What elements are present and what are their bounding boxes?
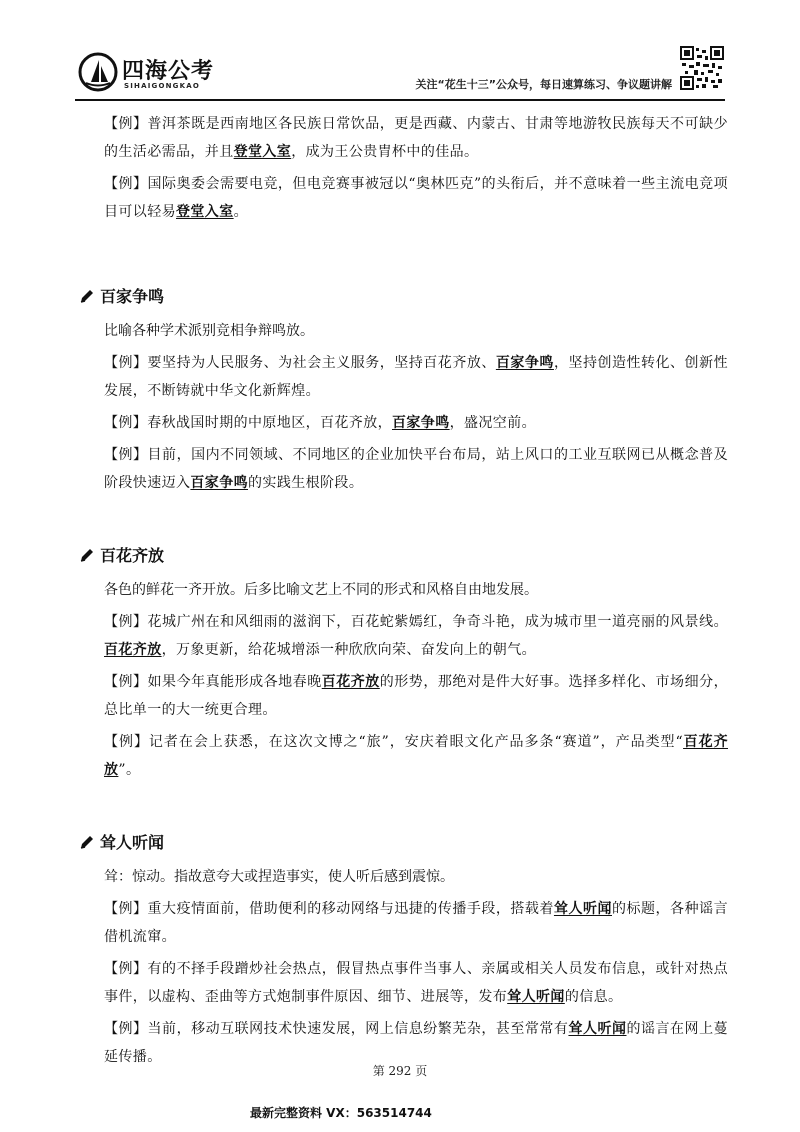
example: 【例】花城广州在和风细雨的滋润下，百花蛇紫嫣红，争奇斗艳，成为城市里一道亮丽的风景线。百花齐放，万象更新，给花城增添一种欣欣向荣、奋发向上的朝气。 [104, 614, 728, 658]
example: 【例】当前，移动互联网技术快速发展，网上信息纷繁芜杂，甚至常常有耸人听闻的谣言在网上蔓延传播。 [104, 1021, 728, 1065]
qr-code-icon [680, 46, 724, 90]
pencil-icon [78, 546, 96, 564]
definition: 比喻各种学术派别竞相争辩鸣放。 [104, 323, 314, 339]
logo-text: 四海公考 [122, 59, 215, 84]
keyword: 耸人听闻 [568, 1021, 627, 1037]
section-title: 百家争鸣 [78, 284, 728, 307]
pencil-icon [78, 833, 96, 851]
follow-notice: 关注“花生十三”公众号，每日速算练习、争议题讲解 [415, 78, 672, 91]
pencil-icon [78, 287, 96, 305]
logo [78, 52, 238, 98]
example: 【例】目前，国内不同领域、不同地区的企业加快平台布局，站上风口的工业互联网已从概念普及阶段快速迈入百家争鸣的实践生根阶段。 [104, 447, 728, 491]
keyword: 百家争鸣 [495, 355, 554, 371]
example: 【例】有的不择手段蹭炒社会热点，假冒热点事件当事人、亲属或相关人员发布信息，或针对热点事件，以虚构、歪曲等方式炮制事件原因、细节、进展等，发布耸人听闻的信息。 [104, 961, 728, 1005]
page-number: 第 292 页 [372, 1064, 428, 1078]
section-baihua-qifang [100, 543, 728, 784]
definition: 耸：惊动。指故意夸大或捏造事实，使人听后感到震惊。 [104, 869, 454, 885]
intro-example-1: 【例】普洱茶既是西南地区各民族日常饮品，更是西藏、内蒙古、甘肃等地游牧民族每天不可缺少的生活必需品，并且登堂入室，成为王公贵胄杯中的佳品。 [104, 116, 728, 160]
keyword: 登堂入室 [233, 144, 292, 160]
example: 【例】春秋战国时期的中原地区，百花齐放，百家争鸣，盛况空前。 [104, 415, 537, 431]
keyword: 登堂入室 [176, 204, 234, 220]
example: 【例】如果今年真能形成各地春晚百花齐放的形势，那绝对是件大好事。选择多样化、市场细分，总比单一的大一统更合理。 [104, 674, 728, 718]
section-baijia-zhengming [100, 284, 728, 497]
intro-example-2: 【例】国际奥委会需要电竞，但电竞赛事被冠以“奥林匹克”的头衔后，并不意味着一些主流电竞项目可以轻易登堂入室。 [104, 176, 728, 220]
sail-logo-icon [78, 52, 118, 92]
example: 【例】记者在会上获悉，在这次文博之“旅”，安庆着眼文化产品多条“赛道”，产品类型“百花齐放”。 [104, 734, 728, 778]
keyword: 耸人听闻 [507, 989, 565, 1005]
section-title: 耸人听闻 [78, 830, 728, 853]
section-songren-tingwen [100, 830, 728, 1071]
footer-ad: 最新完整资料 VX：563514744 [250, 1106, 432, 1120]
keyword: 百花齐放 [104, 734, 728, 778]
keyword: 百花齐放 [321, 674, 380, 690]
keyword: 百花齐放 [104, 642, 162, 658]
keyword: 耸人听闻 [553, 901, 612, 917]
keyword: 百家争鸣 [190, 475, 249, 491]
definition: 各色的鲜花一齐开放。后多比喻文艺上不同的形式和风格自由地发展。 [104, 582, 538, 598]
example: 【例】要坚持为人民服务、为社会主义服务，坚持百花齐放、百家争鸣，坚持创造性转化、创新性发展，不断铸就中华文化新辉煌。 [104, 355, 728, 399]
header-divider [75, 99, 725, 101]
page-header [0, 0, 800, 104]
logo-subtext: SIHAIGONGKAO [124, 82, 201, 90]
section-title: 百花齐放 [78, 543, 728, 566]
page-content [100, 110, 728, 1075]
keyword: 百家争鸣 [392, 415, 450, 431]
example: 【例】重大疫情面前，借助便利的移动网络与迅捷的传播手段，搭载着耸人听闻的标题，各种谣言借机流窜。 [104, 901, 728, 945]
